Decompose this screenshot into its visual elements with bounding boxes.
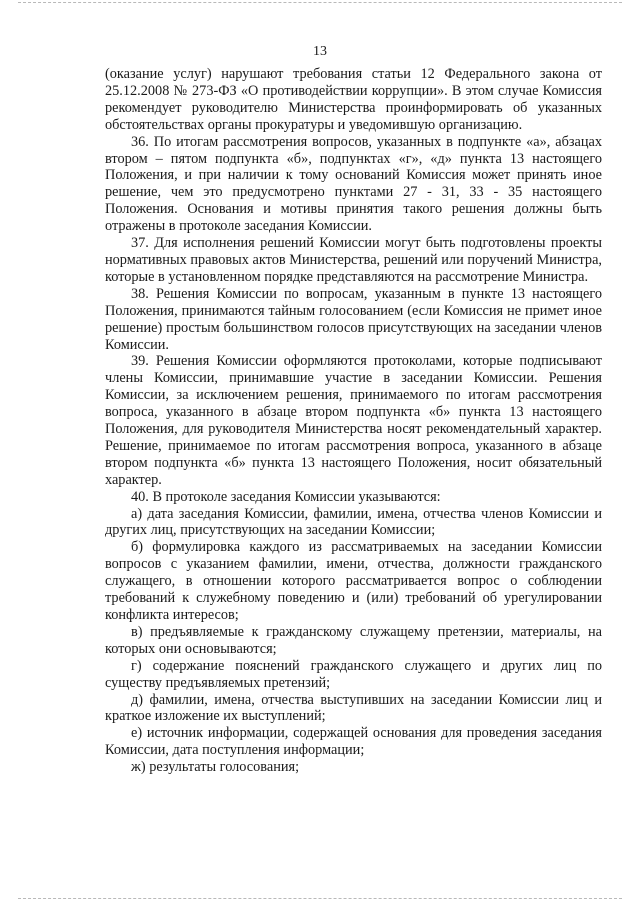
paragraph-38: 38. Решения Комиссии по вопросам, указанным в пункте 13 настоящего Положения, принимаются тайным голосованием (если Комиссия не примет иное решение) простым большинством голосов присутствующих на заседании членов Комиссии. (105, 285, 602, 353)
subitem-zh: ж) результаты голосования; (131, 759, 300, 776)
paragraph-37: 37. Для исполнения решений Комиссии могут быть подготовлены проекты нормативных правовых актов Министерства, решений или поручений Министра, которые в установленном порядке представляются на рассмотрение Министра. (105, 235, 602, 285)
subitem-g: г) содержание пояснений гражданского служащего и других лиц по существу предъявляемых претензий; (105, 657, 602, 691)
subitem-e: е) источник информации, содержащей основания для проведения заседания Комиссии, дата поступления информации; (105, 725, 602, 759)
scan-edge-top (18, 2, 622, 3)
subitem-d: д) фамилии, имена, отчества выступивших на заседании Комиссии лиц и краткое изложение их выступлений; (105, 691, 602, 725)
paragraph-36: 36. По итогам рассмотрения вопросов, указанных в подпункте «а», абзацах втором – пятом подпункта «б», подпунктах «г», «д» пункта 13 настоящего Положения, и при наличии к тому оснований Комиссия может принять иное решение, чем это предусмотрено пунктами 27 - 31, 33 - 35 настоящего Положения. Основания и мотивы принятия такого решения должны быть отражены в протоколе заседания Комиссии. (105, 133, 602, 235)
paragraph-39: 39. Решения Комиссии оформляются протоколами, которые подписывают члены Комиссии, принимавшие участие в заседании Комиссии. Решения Комиссии, за исключением решения, принимаемого по итогам рассмотрения вопроса, указанного в абзаце втором подпункта «б» пункта 13 настоящего Положения, для руководителя Министерства носят рекомендательный характер. Решение, принимаемое по итогам рассмотрения вопроса, указанного в абзаце втором подпункта «б» пункта 13 настоящего Положения, носит обязательный характер. (105, 353, 602, 488)
paragraph-35-continuation: (оказание услуг) нарушают требования статьи 12 Федерального закона от 25.12.2008 № 273-ФЗ «О противодействии коррупции». В этом случае Комиссия рекомендует руководителю Министерства проинформировать об указанных обстоятельствах органы прокуратуры и уведомившую организацию. (105, 66, 602, 133)
scan-edge-bottom (18, 898, 622, 899)
page-number: 13 (313, 44, 327, 59)
subitem-v: в) предъявляемые к гражданскому служащему претензии, материалы, на которых они основываются; (105, 623, 602, 657)
paragraph-40: 40. В протоколе заседания Комиссии указываются: (131, 488, 441, 505)
document-body (105, 66, 602, 776)
subitem-a: а) дата заседания Комиссии, фамилии, имена, отчества членов Комиссии и других лиц, присутствующих на заседании Комиссии; (105, 505, 602, 539)
subitem-b: б) формулировка каждого из рассматриваемых на заседании Комиссии вопросов с указанием фамилии, имени, отчества, должности гражданского служащего, в отношении которого рассматривается вопрос о соблюдении требований к служебному поведению и (или) требований об урегулировании конфликта интересов; (105, 539, 602, 623)
